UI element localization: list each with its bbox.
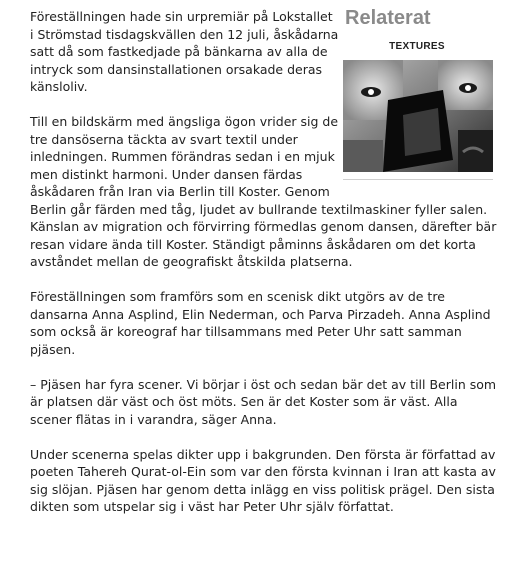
- related-item-thumbnail[interactable]: [343, 60, 493, 172]
- related-item-caption[interactable]: TEXTURES: [389, 41, 445, 52]
- sidebar-title: Relaterat: [345, 7, 431, 29]
- article-paragraph-1: Föreställningen hade sin urpremiär på Lokstallet i Strömstad tisdagskvällen den 12 juli, åskådarna satt då som fastkedjade på bänkarna av alla de intryck som dansinstallationen orsakade deras känsloliv.: [30, 9, 339, 94]
- article-paragraph-4: – Pjäsen har fyra scener. Vi börjar i öst och sedan bär det av till Berlin som är platsen där väst och öst möts. Sen är det Koster som är väst. Alla scener flätas in i varandra, säger Anna.: [30, 376, 497, 427]
- sidebar-divider: [343, 179, 493, 180]
- related-sidebar: [339, 5, 495, 180]
- article-paragraph-3: Föreställningen som framförs som en scenisk dikt utgörs av de tre dansarna Anna Asplind, Elin Nederman, och Parva Pirzadeh. Anna Asplind som också är koreograf har tillsammans med Peter Uhr satt samman pjäsen.: [30, 289, 491, 357]
- article-paragraph-2: Till en bildskärm med ängsliga ögon vrider sig de tre dansöserna täckta av svart textil under inledningen. Rummen förändras sedan i en mjuk men distinkt harmoni. Under dansen färdas åskådaren från Iran via Berlin till Koster. Genom Berlin går färden med tåg, ljudet av bullrande textilmaskiner fyller salen. Känslan av migration och förvirring förmedlas genom dansen, därefter bär resan vidare ända till Koster. Ständigt påminns åskådaren om det korta avståndet mellan de geografiskt åtskilda platserna.: [30, 114, 497, 269]
- article-paragraph-5: Under scenerna spelas dikter upp i bakgrunden. Den första är författad av poeten Tahereh Qurat-ol-Ein som var den första kvinnan i Iran att kasta av sig slöjan. Pjäsen har genom detta inlägg en viss politisk prägel. Den sista dikten som utspelar sig i väst har Peter Uhr själv författat.: [30, 446, 496, 514]
